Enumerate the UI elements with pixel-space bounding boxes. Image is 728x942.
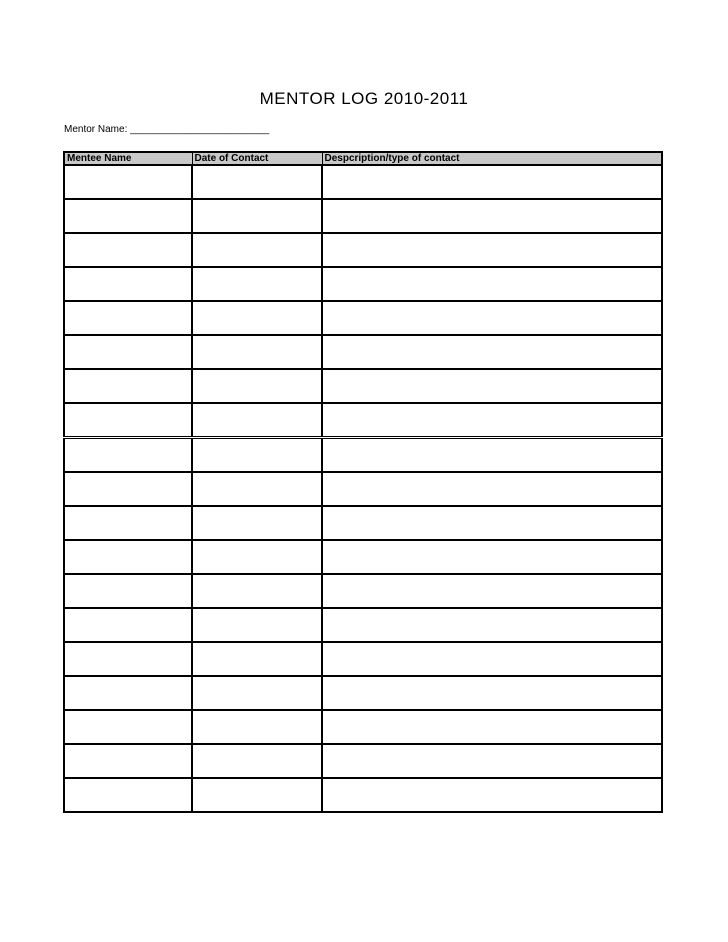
date-of-contact-cell[interactable] — [192, 233, 322, 267]
mentee-name-cell[interactable] — [64, 267, 192, 301]
mentee-name-cell[interactable] — [64, 506, 192, 540]
table-header — [64, 152, 662, 165]
description-cell[interactable] — [322, 335, 662, 369]
mentor-name-line — [64, 123, 269, 137]
table-row — [64, 233, 662, 267]
table-row — [64, 642, 662, 676]
date-of-contact-cell[interactable] — [192, 778, 322, 812]
description-cell[interactable] — [322, 165, 662, 199]
table-row — [64, 199, 662, 233]
description-cell[interactable] — [322, 642, 662, 676]
date-of-contact-cell[interactable] — [192, 165, 322, 199]
mentee-name-cell[interactable] — [64, 233, 192, 267]
table-body — [64, 165, 662, 812]
mentee-name-cell[interactable] — [64, 472, 192, 506]
table-row — [64, 301, 662, 335]
description-cell[interactable] — [322, 403, 662, 438]
date-of-contact-cell[interactable] — [192, 540, 322, 574]
description-cell[interactable] — [322, 608, 662, 642]
mentee-name-cell[interactable] — [64, 744, 192, 778]
description-cell[interactable] — [322, 778, 662, 812]
description-cell[interactable] — [322, 267, 662, 301]
mentee-name-cell[interactable] — [64, 540, 192, 574]
date-of-contact-cell[interactable] — [192, 676, 322, 710]
mentee-name-cell[interactable] — [64, 710, 192, 744]
table-row — [64, 506, 662, 540]
mentor-name-blank[interactable]: _________________________ — [130, 124, 270, 135]
table-row — [64, 472, 662, 506]
date-of-contact-cell[interactable] — [192, 301, 322, 335]
mentee-name-cell[interactable] — [64, 676, 192, 710]
description-cell[interactable] — [322, 744, 662, 778]
table-row — [64, 608, 662, 642]
header-row — [64, 152, 662, 165]
description-cell[interactable] — [322, 506, 662, 540]
mentee-name-cell[interactable] — [64, 199, 192, 233]
mentee-name-cell[interactable] — [64, 335, 192, 369]
description-cell[interactable] — [322, 233, 662, 267]
header-mentee-name: Mentee Name — [64, 152, 192, 165]
table-row — [64, 540, 662, 574]
table-row — [64, 335, 662, 369]
mentee-name-cell[interactable] — [64, 369, 192, 403]
date-of-contact-cell[interactable] — [192, 199, 322, 233]
table-row — [64, 369, 662, 403]
mentee-name-cell[interactable] — [64, 778, 192, 812]
description-cell[interactable] — [322, 199, 662, 233]
table-row — [64, 403, 662, 438]
description-cell[interactable] — [322, 574, 662, 608]
table-row — [64, 676, 662, 710]
header-description: Despcription/type of contact — [322, 152, 662, 165]
table-row — [64, 438, 662, 473]
mentee-name-cell[interactable] — [64, 165, 192, 199]
date-of-contact-cell[interactable] — [192, 744, 322, 778]
date-of-contact-cell[interactable] — [192, 642, 322, 676]
table-row — [64, 574, 662, 608]
mentor-name-label: Mentor Name: — [64, 124, 131, 135]
document-title: MENTOR LOG 2010-2011 — [259, 89, 469, 108]
mentee-name-cell[interactable] — [64, 438, 192, 473]
description-cell[interactable] — [322, 438, 662, 473]
date-of-contact-cell[interactable] — [192, 335, 322, 369]
mentee-name-cell[interactable] — [64, 608, 192, 642]
date-of-contact-cell[interactable] — [192, 369, 322, 403]
table-row — [64, 267, 662, 301]
date-of-contact-cell[interactable] — [192, 267, 322, 301]
date-of-contact-cell[interactable] — [192, 472, 322, 506]
table-row — [64, 165, 662, 199]
date-of-contact-cell[interactable] — [192, 438, 322, 473]
mentee-name-cell[interactable] — [64, 403, 192, 438]
description-cell[interactable] — [322, 540, 662, 574]
description-cell[interactable] — [322, 710, 662, 744]
table-row — [64, 778, 662, 812]
header-date-of-contact: Date of Contact — [192, 152, 322, 165]
table-row — [64, 710, 662, 744]
description-cell[interactable] — [322, 369, 662, 403]
date-of-contact-cell[interactable] — [192, 608, 322, 642]
table-row — [64, 744, 662, 778]
mentee-name-cell[interactable] — [64, 642, 192, 676]
mentee-name-cell[interactable] — [64, 301, 192, 335]
date-of-contact-cell[interactable] — [192, 506, 322, 540]
description-cell[interactable] — [322, 676, 662, 710]
date-of-contact-cell[interactable] — [192, 574, 322, 608]
description-cell[interactable] — [322, 301, 662, 335]
mentee-name-cell[interactable] — [64, 574, 192, 608]
date-of-contact-cell[interactable] — [192, 403, 322, 438]
date-of-contact-cell[interactable] — [192, 710, 322, 744]
description-cell[interactable] — [322, 472, 662, 506]
mentor-log-table — [63, 151, 663, 813]
